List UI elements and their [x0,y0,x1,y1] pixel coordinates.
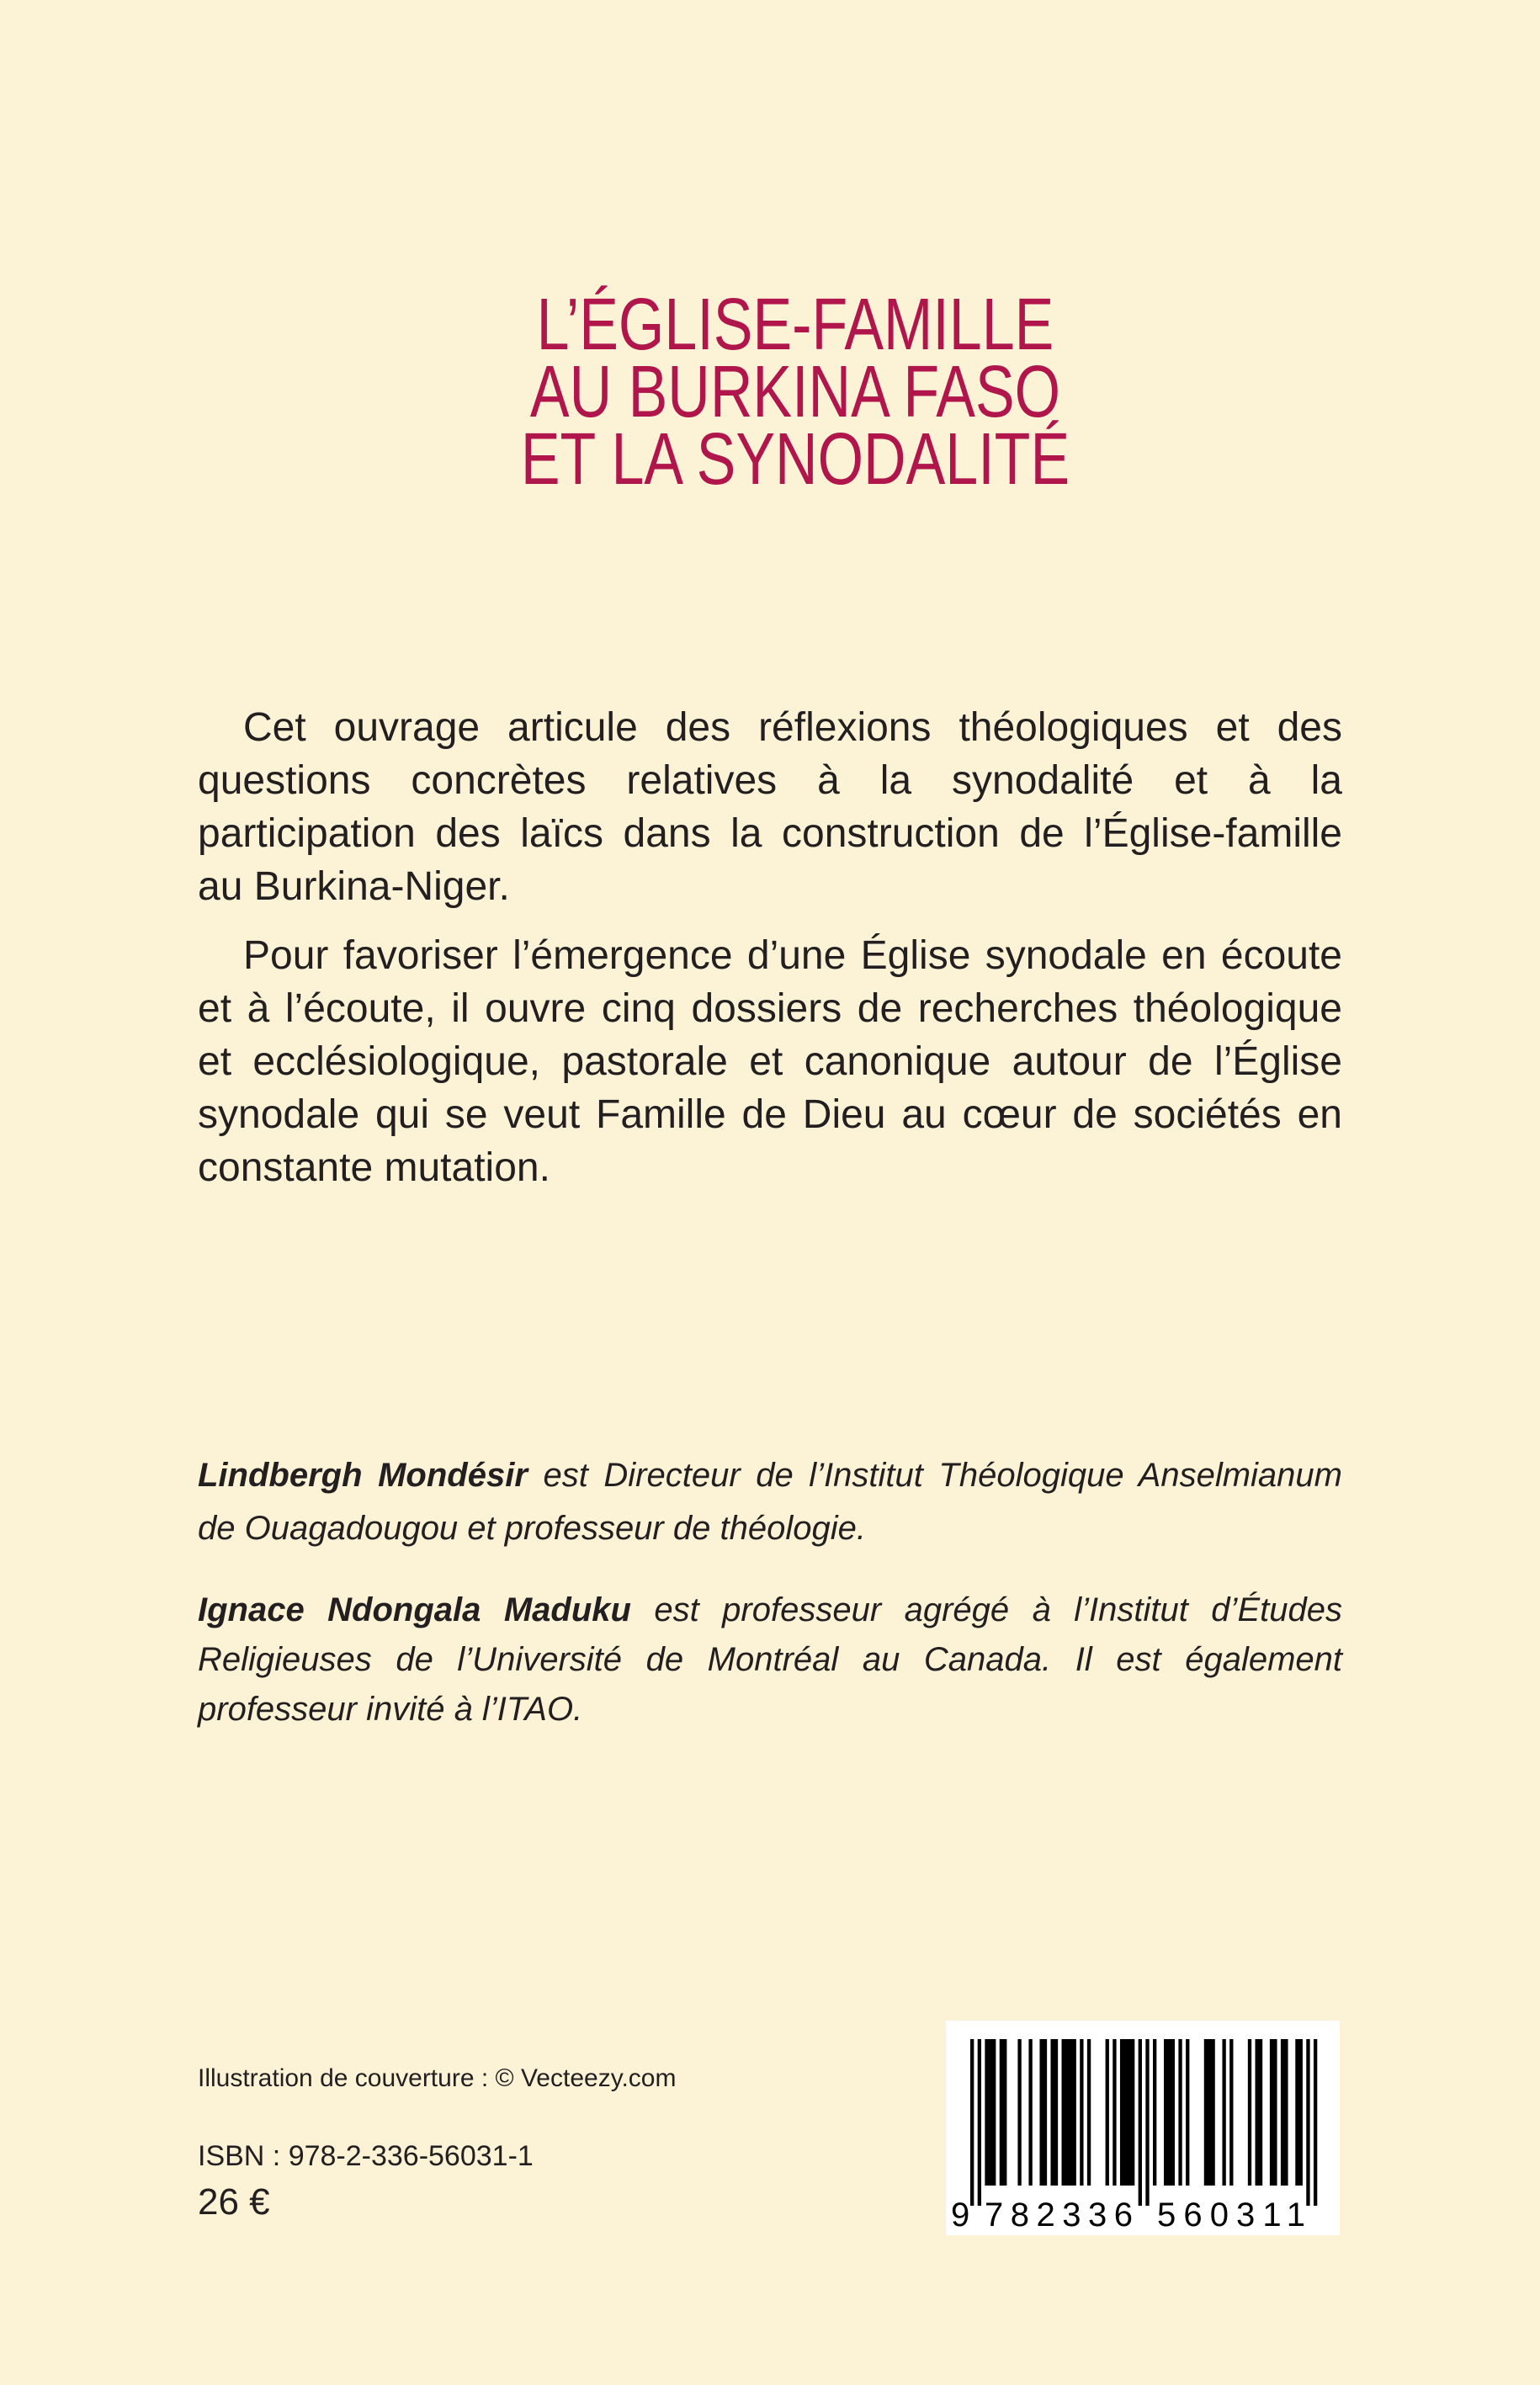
barcode-bar [1087,2039,1091,2186]
barcode-lead-digit: 9 [951,2196,970,2234]
barcode-bar [1229,2039,1233,2186]
bio-text: est Directeur de l’Institut Théologique Anselmianum [543,1457,1342,1494]
barcode-guard-bar [1314,2039,1317,2206]
bio-line [198,1586,1342,1635]
barcode-bar [1120,2039,1134,2186]
barcode-bar [985,2039,996,2186]
bio-text: est professeur agrégé à l’Institut d’Études [654,1591,1342,1628]
description-paragraph [198,701,1342,913]
barcode-bar [1256,2039,1263,2186]
text-line: et à l’écoute, il ouvre cinq dossiers de recherches théologique [198,986,1342,1031]
barcode-bars [970,2039,1317,2206]
barcode-bar [1281,2039,1288,2186]
barcode-guard-bar [978,2039,981,2206]
barcode-left-digits: 782336 [985,2196,1133,2234]
illustration-credit: Illustration de couverture : © Vecteezy.com [198,2064,677,2092]
barcode-bar [1113,2039,1116,2186]
text-line: au Burkina-Niger. [198,864,510,909]
bio-line: Religieuses de l’Université de Montréal au Canada. Il est également [198,1641,1342,1678]
description-paragraph [198,929,1342,1194]
barcode-bar [1153,2039,1156,2186]
text-line: Cet ouvrage articule des réflexions théologiques et des [243,705,1342,750]
bio-line: de Ouagadougou et professeur de théologie. [198,1510,866,1547]
price: 26 € [198,2181,270,2223]
barcode-bar [1178,2039,1182,2186]
barcode-bar [1106,2039,1109,2186]
barcode-bar [1164,2039,1175,2186]
barcode-bar [1248,2039,1251,2186]
barcode-bar [1028,2039,1032,2186]
barcode-bar [1295,2039,1303,2186]
barcode-bar [1062,2039,1076,2186]
isbn: ISBN : 978-2-336-56031-1 [198,2140,534,2172]
barcode-graphic [946,2021,1340,2235]
barcode-bar [1080,2039,1083,2186]
barcode-right-digits: 560311 [1157,2196,1305,2234]
author-name: Lindbergh Mondésir [198,1457,528,1494]
title-line: ET LA SYNODALITÉ [520,417,1070,500]
barcode-bar [1222,2039,1225,2186]
barcode-bar [1186,2039,1189,2186]
text-line: et ecclésiologique, pastorale et canonique autour de l’Église [198,1039,1342,1084]
barcode [946,2021,1340,2235]
barcode-bar [1000,2039,1007,2186]
barcode-guard-bar [1306,2039,1309,2206]
text-line: Pour favoriser l’émergence d’une Église synodale en écoute [243,933,1342,978]
text-line: constante mutation. [198,1145,550,1190]
barcode-guard-bar [970,2039,974,2206]
barcode-bar [1017,2039,1021,2186]
title-line: L’ÉGLISE-FAMILLE [536,283,1054,365]
author-bio [198,1586,1342,1734]
text-line: questions concrètes relatives à la synodalité et à la [198,758,1342,803]
author-bio [198,1449,1342,1555]
text-line: participation des laïcs dans la construction de l’Église-famille [198,811,1342,856]
bio-line [198,1449,1342,1502]
title-line: AU BURKINA FASO [529,350,1061,433]
barcode-bar [1039,2039,1047,2186]
book-title [290,283,1300,500]
barcode-bar [1050,2039,1058,2186]
barcode-guard-bar [1139,2039,1142,2206]
author-name: Ignace Ndongala Maduku [198,1591,631,1628]
barcode-bar [1204,2039,1215,2186]
barcode-guard-bar [1145,2039,1149,2206]
bio-line: professeur invité à l’ITAO. [198,1691,583,1728]
text-line: synodale qui se veut Famille de Dieu au cœur de sociétés en [198,1092,1342,1137]
barcode-bar [1270,2039,1277,2186]
